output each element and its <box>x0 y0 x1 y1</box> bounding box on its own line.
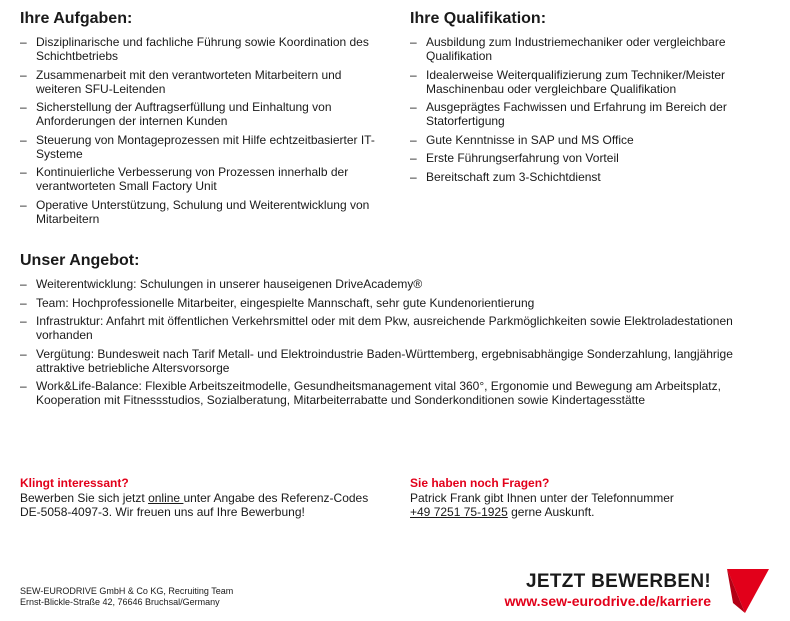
phone-link[interactable]: +49 7251 75-1925 <box>410 505 508 519</box>
qualifikation-section <box>410 9 760 188</box>
list-item: – Zusammenarbeit mit den verantworteten Mitarbeitern und weiteren SFU-Leitenden <box>20 68 385 96</box>
list-item: – Operative Unterstützung, Schulung und Weiterentwicklung von Mitarbeitern <box>20 198 385 226</box>
cta-left-text-before: Bewerben Sie sich jetzt <box>20 490 149 505</box>
list-item: – Sicherstellung der Auftragserfüllung und Einhaltung von Anforderungen der internen Kunden <box>20 100 385 128</box>
company-address <box>20 586 233 608</box>
list-item: – Weiterentwicklung: Schulungen in unserer hauseigenen DriveAcademy® <box>20 277 745 291</box>
qualifikation-heading: Ihre Qualifikation: <box>410 10 547 27</box>
apply-banner <box>505 571 711 610</box>
footer-line-address: Ernst-Blickle-Straße 42, 76646 Bruchsal/Germany <box>20 597 220 607</box>
cta-right-text-after: gerne Auskunft. <box>507 505 595 519</box>
cta-apply-block <box>20 476 390 520</box>
list-item: – Team: Hochprofessionelle Mitarbeiter, eingespielte Mannschaft, sehr gute Kundenorientierung <box>20 296 745 310</box>
qualifikation-list <box>410 35 760 184</box>
list-item: – Idealerweise Weiterqualifizierung zum Techniker/Meister Maschinenbau oder vergleichbare Qualifikation <box>410 68 760 96</box>
angebot-heading: Unser Angebot: <box>20 252 140 269</box>
list-item: – Erste Führungserfahrung von Vorteil <box>410 151 760 165</box>
list-item: – Ausbildung zum Industriemechaniker oder vergleichbare Qualifikation <box>410 35 760 63</box>
list-item: – Vergütung: Bundesweit nach Tarif Metall- und Elektroindustrie Baden-Württemberg, ergebnisabhängige Sonderzahlung, langjährige attraktive betriebliche Altersvorsorge <box>20 347 745 375</box>
list-item: – Infrastruktur: Anfahrt mit öffentlichen Verkehrsmittel oder mit dem Pkw, ausreichende Parkmöglichkeiten sowie Elektroladestationen vorhanden <box>20 314 745 342</box>
apply-title: JETZT BEWERBEN! <box>526 571 711 592</box>
cta-left-text-after: unter Angabe des Referenz-Codes DE-5058-4097-3. Wir freuen uns auf Ihre Bewerbung! <box>20 490 369 519</box>
cta-questions-block <box>410 476 770 520</box>
list-item: – Steuerung von Montageprozessen mit Hilfe echtzeitbasierter IT-Systeme <box>20 133 385 161</box>
list-item: – Gute Kenntnisse in SAP und MS Office <box>410 133 760 147</box>
aufgaben-list <box>20 35 385 226</box>
cta-right-title: Sie haben noch Fragen? <box>410 476 550 490</box>
cta-right-text-before: Patrick Frank gibt Ihnen unter der Telefonnummer <box>410 490 674 505</box>
angebot-section <box>20 251 745 412</box>
list-item: – Disziplinarische und fachliche Führung sowie Koordination des Schichtbetriebs <box>20 35 385 63</box>
list-item: – Work&Life-Balance: Flexible Arbeitszeitmodelle, Gesundheitsmanagement vital 360°, Ergonomie und Bewegung am Arbeitsplatz, Kooperation mit Fitnessstudios, Sozialberatung, Mitarbeiterrabatte und Sonderkonditionen sowie Kindertagesstätte <box>20 379 745 407</box>
online-link[interactable]: online <box>148 490 184 505</box>
list-item: – Ausgeprägtes Fachwissen und Erfahrung im Bereich der Statorfertigung <box>410 100 760 128</box>
career-url-link[interactable]: www.sew-eurodrive.de/karriere <box>504 593 711 609</box>
angebot-list <box>20 277 745 407</box>
aufgaben-heading: Ihre Aufgaben: <box>20 10 133 27</box>
aufgaben-section <box>20 9 385 230</box>
red-triangle-logo-mark-icon <box>727 569 769 613</box>
footer-line-company: SEW-EURODRIVE GmbH & Co KG, Recruiting Team <box>20 586 234 596</box>
list-item: – Bereitschaft zum 3-Schichtdienst <box>410 170 760 184</box>
list-item: – Kontinuierliche Verbesserung von Prozessen innerhalb der verantworteten Small Factory Unit <box>20 165 385 193</box>
cta-left-title: Klingt interessant? <box>20 476 129 490</box>
